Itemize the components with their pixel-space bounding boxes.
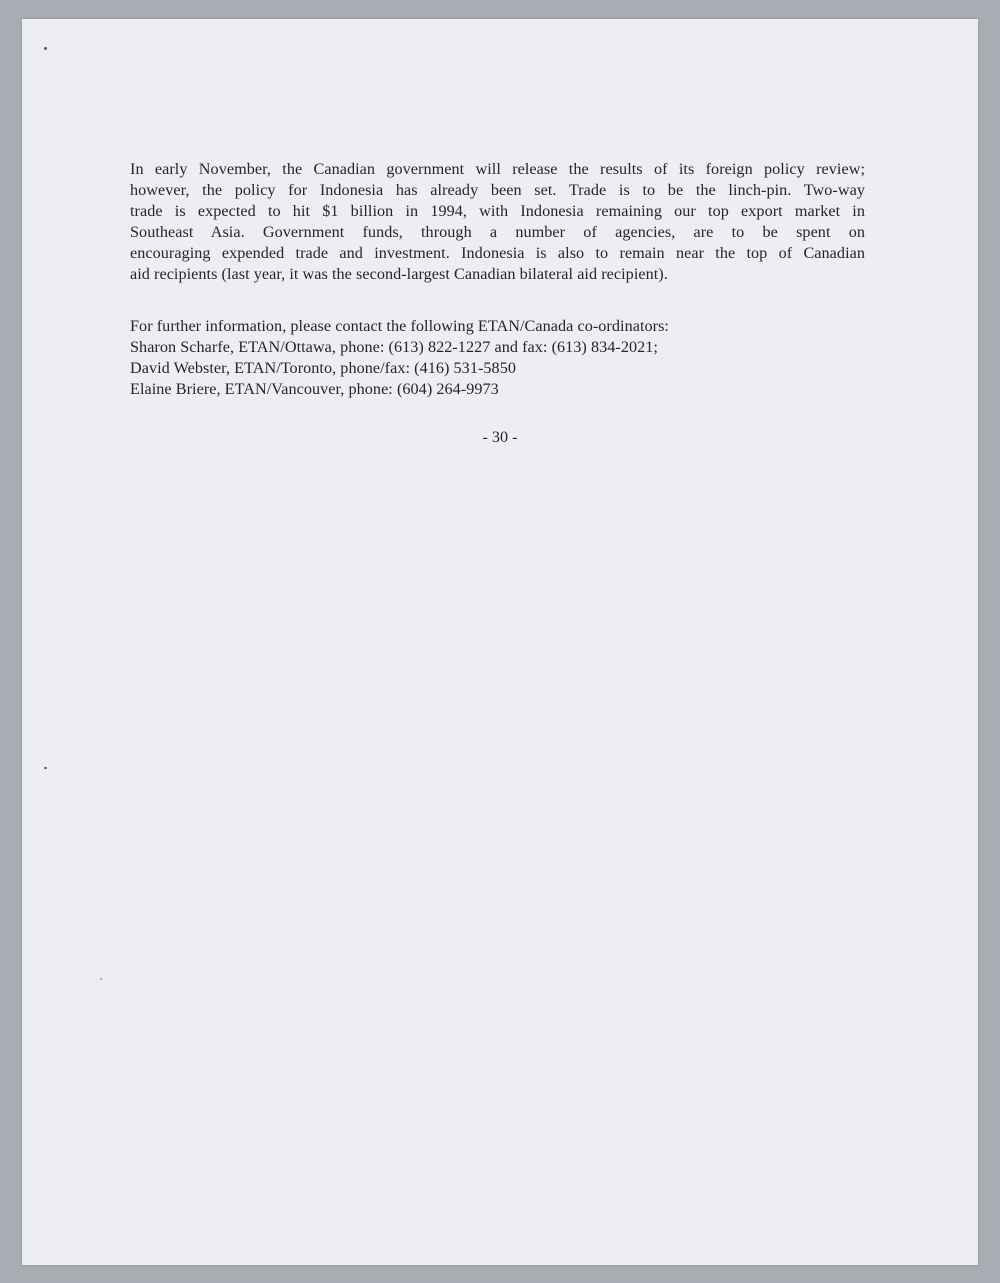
page-number: - 30 - xyxy=(482,428,518,446)
paragraph-line: however, the policy for Indonesia has already been set. Trade is to be the linch-pin. Two-way xyxy=(130,181,865,199)
scan-speck xyxy=(100,978,102,980)
paragraph-line: In early November, the Canadian government will release the results of its foreign policy review; xyxy=(130,160,865,178)
paragraph-line: trade is expected to hit $1 billion in 1994, with Indonesia remaining our top export market in xyxy=(130,202,865,220)
contact-entry: Sharon Scharfe, ETAN/Ottawa, phone: (613) 822-1227 and fax: (613) 834-2021; xyxy=(130,338,658,356)
paragraph-line: Southeast Asia. Government funds, through a number of agencies, are to be spent on xyxy=(130,223,865,241)
contact-section xyxy=(130,316,865,400)
scan-speck xyxy=(44,47,47,50)
scan-speck xyxy=(44,767,47,769)
paragraph-line: aid recipients (last year, it was the second-largest Canadian bilateral aid recipient). xyxy=(130,265,668,283)
contact-intro: For further information, please contact the following ETAN/Canada co-ordinators: xyxy=(130,317,669,335)
contact-entry: David Webster, ETAN/Toronto, phone/fax: (416) 531-5850 xyxy=(130,359,516,377)
paragraph-line: encouraging expended trade and investment. Indonesia is also to remain near the top of Canadian xyxy=(130,244,865,262)
contact-entry: Elaine Briere, ETAN/Vancouver, phone: (604) 264-9973 xyxy=(130,380,499,398)
body-paragraph xyxy=(130,159,865,285)
